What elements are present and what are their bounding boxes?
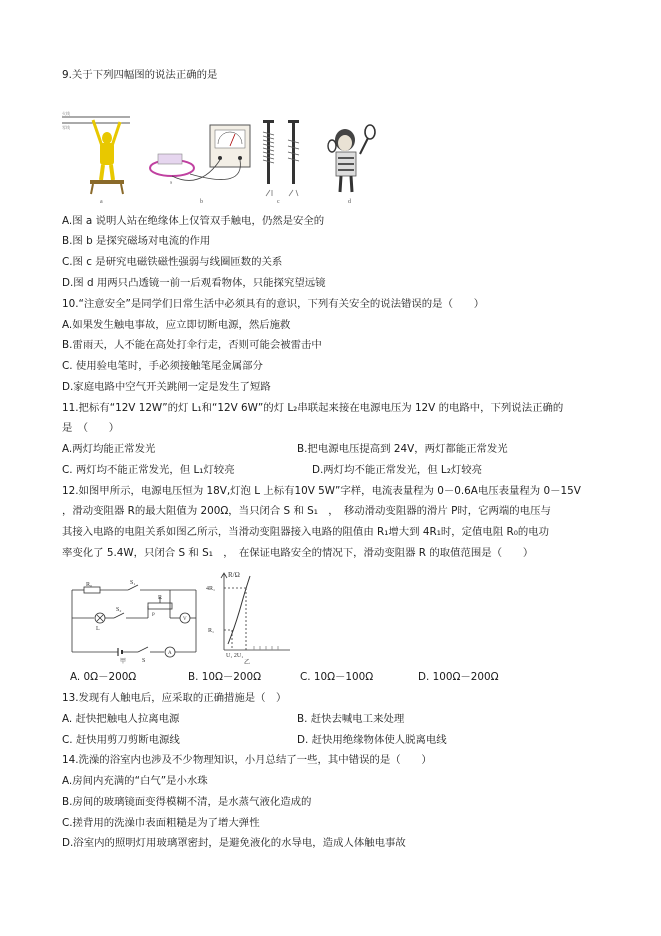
q12-resistance-graph: [202, 568, 292, 664]
q9-option-b: B.图 b 是探究磁场对电流的作用: [62, 235, 211, 247]
q12-stem-line4: 率变化了 5.4W，只闭合 S 和 S₁ ， 在保证电路安全的情况下，滑动变阻器 R 的取值范围是（ ）: [62, 547, 534, 559]
q14-option-a: A.房间内充满的“白气”是小水珠: [62, 775, 208, 787]
q9-stem: 9.关于下列四幅图的说法正确的是: [62, 69, 218, 81]
graph-y-top: 4R₁: [206, 586, 216, 592]
q10-option-c: C. 使用验电笔时，手必须接触笔尾金属部分: [62, 360, 263, 372]
q13-stem: 13.发现有人触电后，应采取的正确措施是（ ）: [62, 692, 287, 704]
fig-b-galvanometer-icon: [150, 125, 250, 185]
q11-option-c: C. 两灯均不能正常发光，但 L₁灯较亮: [62, 464, 235, 476]
fig-a-person-on-stool-icon: [62, 110, 130, 194]
q12-option-d: D. 100Ω－200Ω: [418, 671, 499, 683]
q9-option-a: A.图 a 说明人站在绝缘体上仅管双手触电，仍然是安全的: [62, 215, 325, 227]
q14-stem: 14.洗澡的浴室内也涉及不少物理知识，小月总结了一些，其中错误的是（ ）: [62, 754, 432, 766]
q9-figures: [60, 110, 390, 205]
switch-s-icon: [138, 647, 148, 652]
q9-option-c: C.图 c 是研究电磁铁磁性强弱与线圈匝数的关系: [62, 256, 283, 268]
q14-option-c: C.搓背用的洗澡巾表面粗糙是为了增大弹性: [62, 817, 260, 829]
q12-circuit-diagram: [66, 580, 206, 664]
q10-option-d: D.家庭电路中空气开关跳闸一定是发生了短路: [62, 381, 271, 393]
svg-text:S: S: [170, 180, 173, 185]
rheostat-r-icon: [148, 603, 172, 609]
q9-option-d: D.图 d 用两只凸透镜一前一后观看物体，只能探究望远镜: [62, 277, 326, 289]
q13-option-c: C. 赶快用剪刀剪断电源线: [62, 734, 180, 746]
label-p: P: [152, 613, 155, 618]
fig-b-label: b: [200, 199, 203, 205]
label-r0: R₀: [86, 582, 93, 588]
q13-option-d: D. 赶快用绝缘物体使人脱离电线: [297, 734, 447, 746]
switch-s2-icon: [114, 613, 124, 618]
q12-option-b: B. 10Ω－200Ω: [188, 671, 262, 683]
graph-y-label: R/Ω: [228, 571, 240, 579]
graph-x-labels: U₁ 2U₁: [226, 653, 244, 659]
caption-yi: 乙: [244, 660, 251, 664]
q10-stem: 10.“注意安全”是同学们日常生活中必须具有的意识，下列有关安全的说法错误的是（ ）: [62, 298, 485, 310]
fig-d-label: d: [348, 199, 351, 205]
label-a: A: [168, 651, 172, 656]
q12-option-c: C. 10Ω－100Ω: [300, 671, 374, 683]
q12-stem-line2: ，滑动变阻器 R的最大阻值为 200Ω，当只闭合 S 和 S₁ ， 移动滑动变阻器的滑片 P时，它两端的电压与: [62, 505, 551, 517]
q11-option-d: D.两灯均不能正常发光，但 L₂灯较亮: [312, 464, 483, 476]
label-s: S: [142, 658, 146, 664]
label-l: L: [96, 626, 100, 632]
fig-a-label: a: [100, 199, 103, 205]
fig-c-electromagnet-icon: [263, 120, 299, 196]
q11-stem-line1: 11.把标有“12V 12W”的灯 L₁和“12V 6W”的灯 L₂串联起来接在电源电压为 12V 的电路中，下列说法正确的: [62, 402, 564, 414]
q14-option-b: B.房间的玻璃镜面变得模糊不清，是水蒸气液化造成的: [62, 796, 312, 808]
caption-jia: 甲: [120, 659, 127, 664]
label-r: R: [158, 595, 163, 601]
q12-option-a: A. 0Ω－200Ω: [70, 671, 137, 683]
fig-c-label: c: [277, 199, 280, 205]
q13-option-a: A. 赶快把触电人拉离电源: [62, 713, 180, 725]
q10-option-a: A.如果发生触电事故，应立即切断电源，然后施救: [62, 319, 291, 331]
svg-text:零线: 零线: [62, 125, 70, 130]
q12-stem-line3: 其接入电路的电阻关系如图乙所示，当滑动变阻器接入电路的阻值由 R₁增大到 4R₁时，定值电阻 R₀的电功: [62, 526, 550, 538]
label-v: V: [183, 617, 187, 622]
q13-option-b: B. 赶快去喊电工来处理: [297, 713, 405, 725]
q12-stem-line1: 12.如图甲所示，电源电压恒为 18V,灯泡 L 上标有10V 5W”字样，电流表量程为 0－0.6A电压表量程为 0－15V: [62, 485, 581, 497]
q11-stem-line2: 是 （ ）: [62, 422, 120, 434]
fig-d-person-with-lenses-icon: [328, 125, 375, 192]
svg-text:火线: 火线: [62, 111, 70, 116]
label-s2: S₂: [116, 607, 122, 613]
q11-option-b: B.把电源电压提高到 24V，两灯都能正常发光: [297, 443, 508, 455]
q14-option-d: D.浴室内的照明灯用玻璃罩密封，是避免液化的水导电，造成人体触电事故: [62, 837, 406, 849]
graph-y-low: R₁: [208, 628, 215, 634]
label-s1: S₁: [130, 580, 136, 586]
q10-option-b: B.雷雨天，人不能在高处打伞行走，否则可能会被雷击中: [62, 339, 322, 351]
q11-option-a: A.两灯均能正常发光: [62, 443, 156, 455]
